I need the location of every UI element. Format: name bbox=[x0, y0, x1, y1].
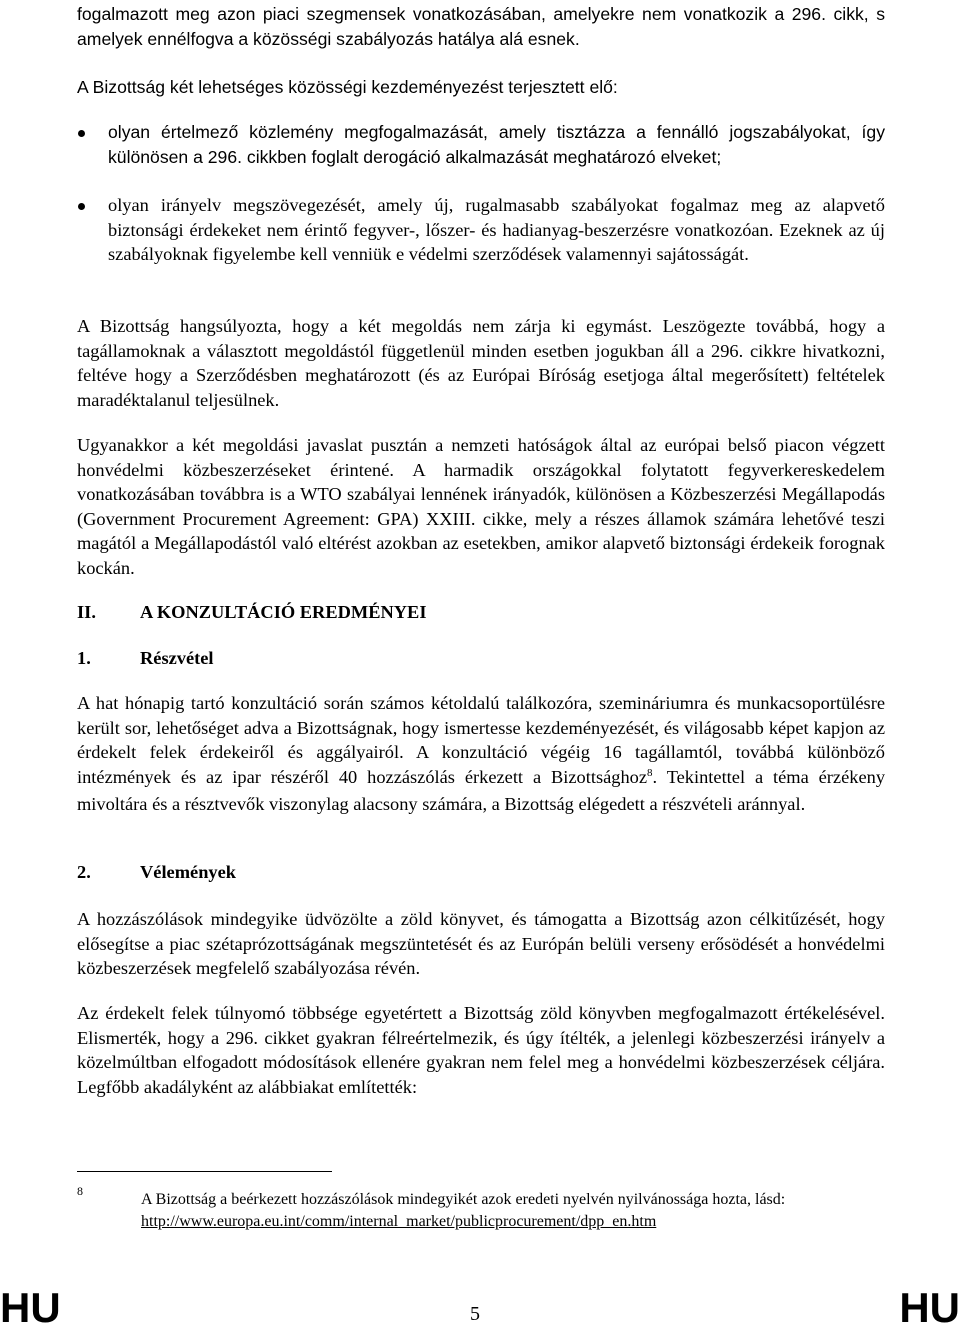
footnote-link[interactable]: http://www.europa.eu.int/comm/internal_market/publicprocurement/dpp_en.htm bbox=[141, 1213, 657, 1230]
footnote-reference[interactable]: 8 bbox=[647, 766, 653, 779]
footnote bbox=[141, 1189, 885, 1233]
paragraph: Ugyanakkor a két megoldási javaslat pusztán a nemzeti hatóságok által az európai belső piacon végzett honvédelmi közbeszerzéseket érintené. A harmadik országokkal folytatott fegyverkereskedelem vonatkozásában továbbra is a WTO szabályai lennének irányadók, különösen a Közbeszerzési Megállapodás (Government Procurement Agreement: GPA) XXIII. cikke, mely a részes államok számára lehetővé teszi magától a Megállapodástól való eltérést azokban az esetekben, amikor alapvető biztonsági érdekeik forognak kockán. bbox=[77, 435, 885, 578]
footnote-marker: 8 bbox=[77, 1184, 83, 1198]
bullet-icon bbox=[78, 130, 85, 137]
participation-text-end: . Tekintettel a téma érzékeny mivoltára és a résztvevők viszonylag alacsony számára, a Bizottság elégedett a részvételi aránnyal. bbox=[77, 766, 886, 815]
participation-paragraph bbox=[77, 691, 885, 817]
paragraph: Az érdekelt felek túlnyomó többsége egyetértett a Bizottság zöld könyvben megfogalmazott értékelésével. Elismerték, hogy a 296. cikket gyakran félreértelmezik, és úgy ítélték, a jelenlegi közbeszerzési irányelv a közelmúltban elfogadott módosítások ellenére gyakran nem felel meg a honvédelmi közbeszerzések céljára. Legfőbb akadályként az alábbiakat említették: bbox=[77, 1003, 885, 1097]
bullet-text: olyan értelmező közlemény megfogalmazását, amely tisztázza a fennálló jogszabályokat, így különösen a 296. cikkben foglalt derogáció alkalmazását meghatározó elveket; bbox=[108, 122, 885, 167]
section-heading bbox=[77, 600, 426, 624]
list-item bbox=[77, 120, 885, 169]
bullet-icon bbox=[78, 203, 85, 210]
subsection-heading bbox=[77, 860, 236, 884]
subsection-heading bbox=[77, 646, 214, 670]
paragraph: A Bizottság hangsúlyozta, hogy a két megoldás nem zárja ki egymást. Leszögezte továbbá, hogy a tagállamoknak a választott megoldástól függetlenül minden esetben jogukban áll a 296. cikkre hivatkozni, feltéve hogy a Szerződésben meghatározott (és az Európai Bíróság esetjoga által megerősített) feltételek maradéktalanul teljesülnek. bbox=[77, 316, 885, 410]
footnote-text: A Bizottság a beérkezett hozzászólások mindegyikét azok eredeti nyelvén nyilvánossága hozta, lásd: bbox=[141, 1191, 786, 1208]
section-number: II. bbox=[77, 602, 96, 622]
lead-paragraph: A Bizottság két lehetséges közösségi kezdeményezést terjesztett elő: bbox=[77, 77, 618, 97]
language-code-right: HU bbox=[899, 1284, 960, 1331]
subsection-number: 2. bbox=[77, 862, 91, 882]
footnote-divider bbox=[77, 1171, 332, 1172]
list-item bbox=[77, 193, 885, 267]
paragraph: A hozzászólások mindegyike üdvözölte a zöld könyvet, és támogatta a Bizottság azon célkitűzését, hogy elősegítse a piac szétaprózottságának megszüntetését és az Európán belüli verseny erősödését a honvédelmi közbeszerzések megfelelő szabályozása révén. bbox=[77, 909, 885, 979]
intro-paragraph: fogalmazott meg azon piaci szegmensek vonatkozásában, amelyekre nem vonatkozik a 296. cikk, s amelyek ennélfogva a közösségi szabályozás hatálya alá esnek. bbox=[77, 4, 885, 49]
subsection-title: Vélemények bbox=[140, 862, 237, 882]
bullet-text: olyan irányelv megszövegezését, amely új, rugalmasabb szabályokat fogalmaz meg az alapvető biztonsági érdekeket nem érintő fegyver-, lőszer- és hadianyag-beszerzésre vonatkozóan. Ezeknek az új szabályoknak figyelembe kell venniük e védelmi szerződések valamennyi sajátosságát. bbox=[108, 195, 885, 265]
subsection-title: Részvétel bbox=[140, 648, 214, 668]
language-code-left: HU bbox=[0, 1284, 61, 1331]
section-title: A KONZULTÁCIÓ EREDMÉNYEI bbox=[140, 602, 427, 622]
subsection-number: 1. bbox=[77, 648, 91, 668]
participation-text: A hat hónapig tartó konzultáció során számos kétoldalú találkozóra, szemináriumra és munkacsoportülésre került sor, lehetőséget adva a Bizottságnak, hogy ismertesse kezdeményezését, és világosabb képet kapjon az érdekelt felek érdekeiről és aggályairól. A konzultáció végéig 16 tagállamtól, továbbá különböző intézmények és az ipar részéről 40 hozzászólás érkezett a Bizottsághoz bbox=[77, 693, 885, 787]
page-number: 5 bbox=[470, 1303, 480, 1325]
